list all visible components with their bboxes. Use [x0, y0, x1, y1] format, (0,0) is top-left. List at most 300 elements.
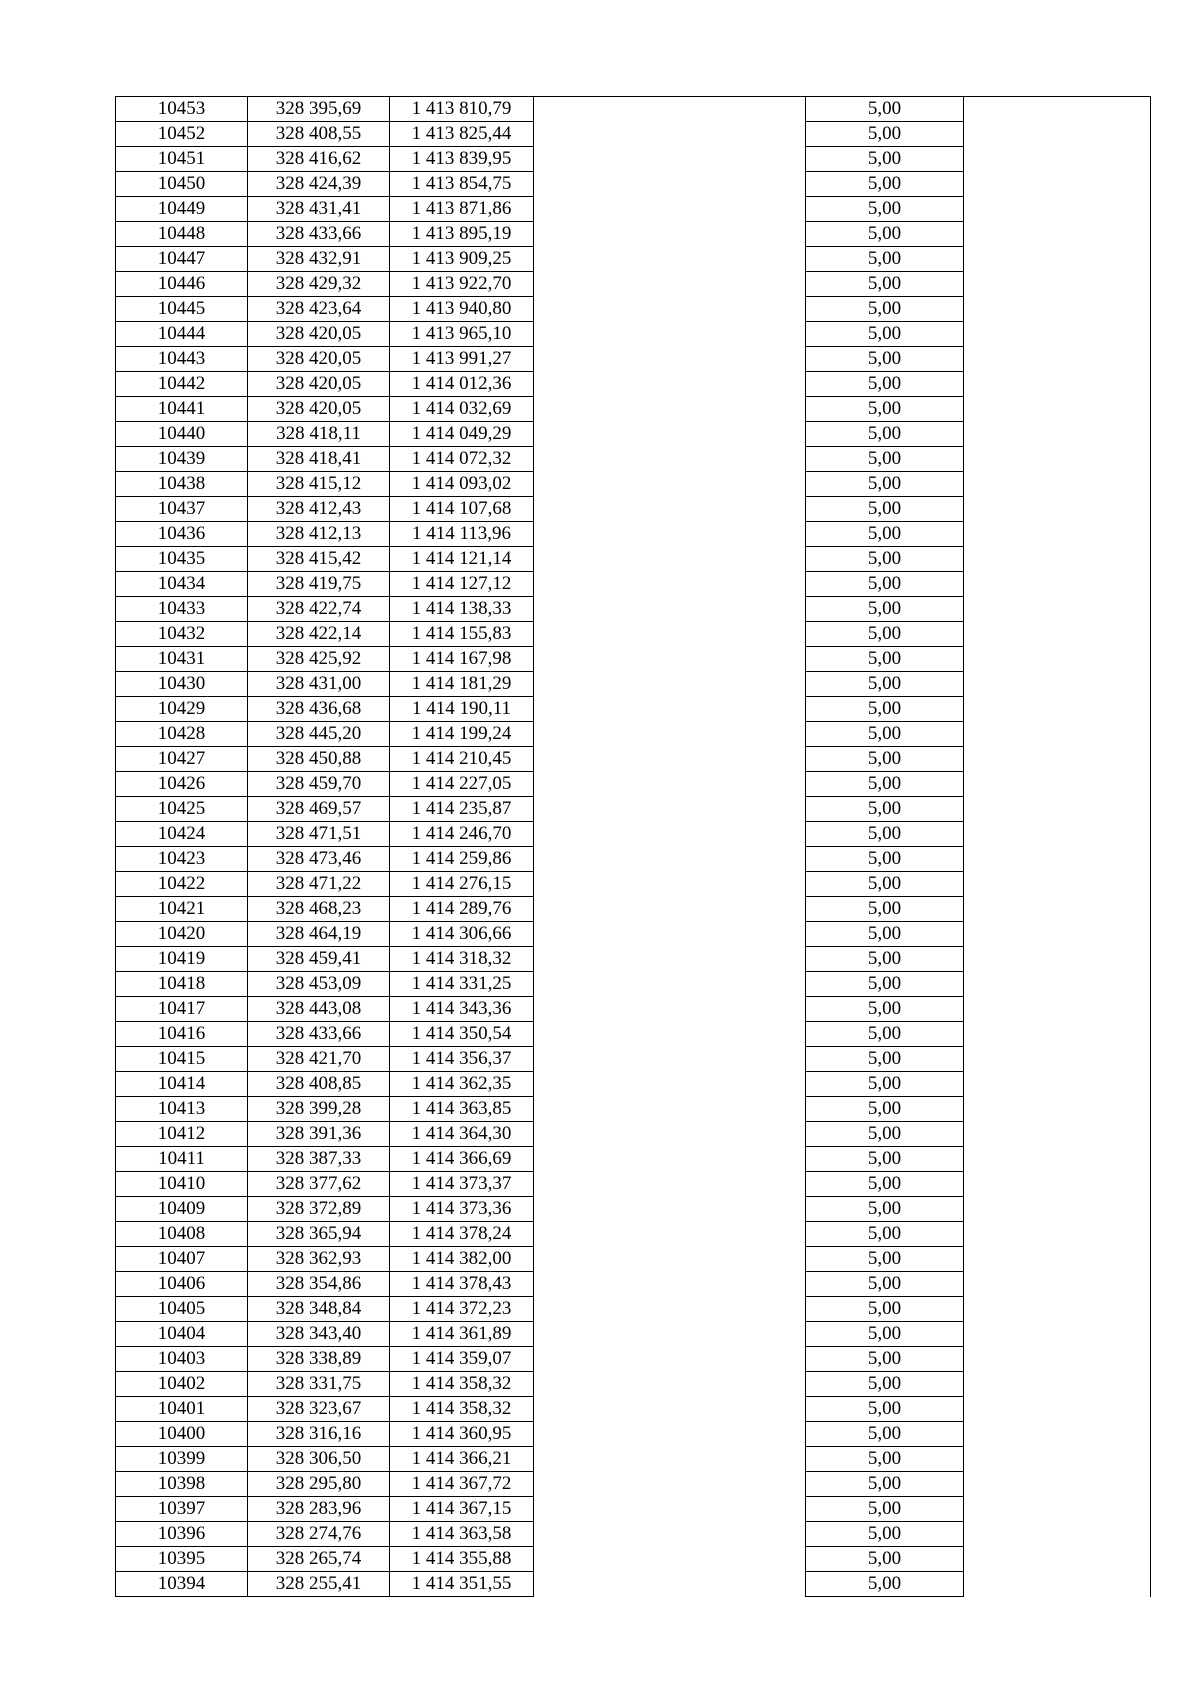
x-coordinate-cell: 328 354,86	[248, 1272, 390, 1297]
empty-cell	[964, 822, 1151, 847]
empty-cell	[964, 1072, 1151, 1097]
x-coordinate-cell: 328 420,05	[248, 347, 390, 372]
point-number-cell: 10407	[116, 1247, 248, 1272]
empty-cell	[534, 597, 806, 622]
table-row	[116, 1397, 1151, 1422]
value-cell: 5,00	[806, 397, 964, 422]
empty-cell	[964, 922, 1151, 947]
y-coordinate-cell: 1 414 235,87	[390, 797, 534, 822]
empty-cell	[964, 322, 1151, 347]
empty-cell	[964, 1447, 1151, 1472]
point-number-cell: 10449	[116, 197, 248, 222]
x-coordinate-cell: 328 471,22	[248, 872, 390, 897]
value-cell: 5,00	[806, 972, 964, 997]
empty-cell	[964, 572, 1151, 597]
point-number-cell: 10439	[116, 447, 248, 472]
value-cell: 5,00	[806, 322, 964, 347]
value-cell: 5,00	[806, 997, 964, 1022]
x-coordinate-cell: 328 459,70	[248, 772, 390, 797]
empty-cell	[534, 1172, 806, 1197]
coordinates-table-body	[116, 97, 1151, 1597]
point-number-cell: 10431	[116, 647, 248, 672]
empty-cell	[534, 697, 806, 722]
empty-cell	[964, 897, 1151, 922]
point-number-cell: 10429	[116, 697, 248, 722]
empty-cell	[534, 147, 806, 172]
y-coordinate-cell: 1 414 363,85	[390, 1097, 534, 1122]
table-row	[116, 1047, 1151, 1072]
empty-cell	[964, 1297, 1151, 1322]
point-number-cell: 10415	[116, 1047, 248, 1072]
point-number-cell: 10434	[116, 572, 248, 597]
empty-cell	[964, 872, 1151, 897]
empty-cell	[964, 447, 1151, 472]
x-coordinate-cell: 328 459,41	[248, 947, 390, 972]
empty-cell	[964, 472, 1151, 497]
y-coordinate-cell: 1 414 155,83	[390, 622, 534, 647]
value-cell: 5,00	[806, 122, 964, 147]
y-coordinate-cell: 1 414 373,37	[390, 1172, 534, 1197]
y-coordinate-cell: 1 413 909,25	[390, 247, 534, 272]
value-cell: 5,00	[806, 222, 964, 247]
y-coordinate-cell: 1 414 373,36	[390, 1197, 534, 1222]
empty-cell	[964, 747, 1151, 772]
table-row	[116, 1297, 1151, 1322]
empty-cell	[534, 1472, 806, 1497]
empty-cell	[964, 1197, 1151, 1222]
table-row	[116, 672, 1151, 697]
point-number-cell: 10435	[116, 547, 248, 572]
x-coordinate-cell: 328 418,11	[248, 422, 390, 447]
y-coordinate-cell: 1 414 289,76	[390, 897, 534, 922]
y-coordinate-cell: 1 414 378,43	[390, 1272, 534, 1297]
point-number-cell: 10425	[116, 797, 248, 822]
x-coordinate-cell: 328 431,00	[248, 672, 390, 697]
empty-cell	[964, 1047, 1151, 1072]
y-coordinate-cell: 1 414 359,07	[390, 1347, 534, 1372]
y-coordinate-cell: 1 413 895,19	[390, 222, 534, 247]
x-coordinate-cell: 328 432,91	[248, 247, 390, 272]
empty-cell	[534, 1147, 806, 1172]
table-row	[116, 1097, 1151, 1122]
x-coordinate-cell: 328 295,80	[248, 1472, 390, 1497]
empty-cell	[534, 1397, 806, 1422]
table-row	[116, 247, 1151, 272]
table-row	[116, 172, 1151, 197]
empty-cell	[964, 122, 1151, 147]
y-coordinate-cell: 1 414 358,32	[390, 1397, 534, 1422]
y-coordinate-cell: 1 414 372,23	[390, 1297, 534, 1322]
empty-cell	[964, 547, 1151, 572]
table-row	[116, 1272, 1151, 1297]
x-coordinate-cell: 328 450,88	[248, 747, 390, 772]
empty-cell	[964, 97, 1151, 122]
x-coordinate-cell: 328 255,41	[248, 1572, 390, 1597]
empty-cell	[964, 1347, 1151, 1372]
value-cell: 5,00	[806, 1572, 964, 1597]
point-number-cell: 10436	[116, 522, 248, 547]
x-coordinate-cell: 328 412,13	[248, 522, 390, 547]
table-row	[116, 97, 1151, 122]
empty-cell	[964, 972, 1151, 997]
value-cell: 5,00	[806, 247, 964, 272]
empty-cell	[964, 147, 1151, 172]
table-row	[116, 1197, 1151, 1222]
table-row	[116, 1572, 1151, 1597]
x-coordinate-cell: 328 323,67	[248, 1397, 390, 1422]
empty-cell	[534, 1322, 806, 1347]
y-coordinate-cell: 1 414 318,32	[390, 947, 534, 972]
coordinates-table	[115, 96, 1151, 1597]
y-coordinate-cell: 1 414 367,15	[390, 1497, 534, 1522]
empty-cell	[534, 397, 806, 422]
point-number-cell: 10395	[116, 1547, 248, 1572]
empty-cell	[964, 247, 1151, 272]
table-row	[116, 722, 1151, 747]
table-row	[116, 572, 1151, 597]
y-coordinate-cell: 1 414 210,45	[390, 747, 534, 772]
point-number-cell: 10410	[116, 1172, 248, 1197]
empty-cell	[964, 272, 1151, 297]
point-number-cell: 10400	[116, 1422, 248, 1447]
y-coordinate-cell: 1 414 343,36	[390, 997, 534, 1022]
x-coordinate-cell: 328 372,89	[248, 1197, 390, 1222]
point-number-cell: 10445	[116, 297, 248, 322]
x-coordinate-cell: 328 423,64	[248, 297, 390, 322]
y-coordinate-cell: 1 414 366,69	[390, 1147, 534, 1172]
x-coordinate-cell: 328 399,28	[248, 1097, 390, 1122]
value-cell: 5,00	[806, 1247, 964, 1272]
empty-cell	[964, 947, 1151, 972]
empty-cell	[534, 797, 806, 822]
empty-cell	[534, 1222, 806, 1247]
empty-cell	[534, 1547, 806, 1572]
table-row	[116, 1347, 1151, 1372]
empty-cell	[964, 1472, 1151, 1497]
value-cell: 5,00	[806, 1022, 964, 1047]
empty-cell	[964, 222, 1151, 247]
table-row	[116, 947, 1151, 972]
table-row	[116, 372, 1151, 397]
y-coordinate-cell: 1 414 358,32	[390, 1372, 534, 1397]
x-coordinate-cell: 328 422,74	[248, 597, 390, 622]
empty-cell	[534, 1247, 806, 1272]
table-row	[116, 847, 1151, 872]
table-row	[116, 197, 1151, 222]
empty-cell	[534, 1097, 806, 1122]
value-cell: 5,00	[806, 1472, 964, 1497]
value-cell: 5,00	[806, 822, 964, 847]
value-cell: 5,00	[806, 1097, 964, 1122]
value-cell: 5,00	[806, 547, 964, 572]
empty-cell	[534, 722, 806, 747]
y-coordinate-cell: 1 414 361,89	[390, 1322, 534, 1347]
empty-cell	[534, 1422, 806, 1447]
point-number-cell: 10441	[116, 397, 248, 422]
value-cell: 5,00	[806, 447, 964, 472]
x-coordinate-cell: 328 283,96	[248, 1497, 390, 1522]
y-coordinate-cell: 1 414 362,35	[390, 1072, 534, 1097]
x-coordinate-cell: 328 471,51	[248, 822, 390, 847]
point-number-cell: 10416	[116, 1022, 248, 1047]
value-cell: 5,00	[806, 497, 964, 522]
point-number-cell: 10396	[116, 1522, 248, 1547]
y-coordinate-cell: 1 414 356,37	[390, 1047, 534, 1072]
value-cell: 5,00	[806, 172, 964, 197]
point-number-cell: 10414	[116, 1072, 248, 1097]
y-coordinate-cell: 1 413 871,86	[390, 197, 534, 222]
x-coordinate-cell: 328 425,92	[248, 647, 390, 672]
y-coordinate-cell: 1 414 227,05	[390, 772, 534, 797]
value-cell: 5,00	[806, 1072, 964, 1097]
table-row	[116, 1547, 1151, 1572]
x-coordinate-cell: 328 445,20	[248, 722, 390, 747]
empty-cell	[534, 1297, 806, 1322]
table-row	[116, 622, 1151, 647]
table-row	[116, 522, 1151, 547]
y-coordinate-cell: 1 414 367,72	[390, 1472, 534, 1497]
table-row	[116, 597, 1151, 622]
empty-cell	[964, 647, 1151, 672]
empty-cell	[964, 672, 1151, 697]
y-coordinate-cell: 1 414 351,55	[390, 1572, 534, 1597]
value-cell: 5,00	[806, 797, 964, 822]
empty-cell	[534, 1072, 806, 1097]
empty-cell	[964, 1272, 1151, 1297]
empty-cell	[964, 1397, 1151, 1422]
empty-cell	[534, 372, 806, 397]
point-number-cell: 10401	[116, 1397, 248, 1422]
empty-cell	[534, 847, 806, 872]
y-coordinate-cell: 1 414 276,15	[390, 872, 534, 897]
empty-cell	[964, 522, 1151, 547]
x-coordinate-cell: 328 343,40	[248, 1322, 390, 1347]
point-number-cell: 10453	[116, 97, 248, 122]
point-number-cell: 10417	[116, 997, 248, 1022]
y-coordinate-cell: 1 414 093,02	[390, 472, 534, 497]
value-cell: 5,00	[806, 372, 964, 397]
table-row	[116, 797, 1151, 822]
empty-cell	[534, 222, 806, 247]
empty-cell	[534, 922, 806, 947]
empty-cell	[964, 722, 1151, 747]
value-cell: 5,00	[806, 1422, 964, 1447]
y-coordinate-cell: 1 413 965,10	[390, 322, 534, 347]
y-coordinate-cell: 1 414 032,69	[390, 397, 534, 422]
point-number-cell: 10432	[116, 622, 248, 647]
empty-cell	[534, 1372, 806, 1397]
empty-cell	[534, 872, 806, 897]
table-row	[116, 647, 1151, 672]
x-coordinate-cell: 328 469,57	[248, 797, 390, 822]
empty-cell	[534, 522, 806, 547]
y-coordinate-cell: 1 413 810,79	[390, 97, 534, 122]
y-coordinate-cell: 1 414 355,88	[390, 1547, 534, 1572]
x-coordinate-cell: 328 365,94	[248, 1222, 390, 1247]
empty-cell	[534, 447, 806, 472]
value-cell: 5,00	[806, 1297, 964, 1322]
y-coordinate-cell: 1 414 121,14	[390, 547, 534, 572]
point-number-cell: 10413	[116, 1097, 248, 1122]
empty-cell	[964, 1097, 1151, 1122]
table-row	[116, 1022, 1151, 1047]
y-coordinate-cell: 1 413 854,75	[390, 172, 534, 197]
table-row	[116, 1247, 1151, 1272]
value-cell: 5,00	[806, 1272, 964, 1297]
empty-cell	[534, 347, 806, 372]
point-number-cell: 10447	[116, 247, 248, 272]
table-row	[116, 872, 1151, 897]
table-row	[116, 497, 1151, 522]
x-coordinate-cell: 328 377,62	[248, 1172, 390, 1197]
table-row	[116, 472, 1151, 497]
empty-cell	[534, 297, 806, 322]
empty-cell	[964, 497, 1151, 522]
value-cell: 5,00	[806, 572, 964, 597]
y-coordinate-cell: 1 414 360,95	[390, 1422, 534, 1447]
x-coordinate-cell: 328 424,39	[248, 172, 390, 197]
y-coordinate-cell: 1 413 991,27	[390, 347, 534, 372]
x-coordinate-cell: 328 316,16	[248, 1422, 390, 1447]
empty-cell	[964, 1122, 1151, 1147]
x-coordinate-cell: 328 422,14	[248, 622, 390, 647]
table-row	[116, 1222, 1151, 1247]
empty-cell	[964, 297, 1151, 322]
point-number-cell: 10402	[116, 1372, 248, 1397]
empty-cell	[964, 1497, 1151, 1522]
point-number-cell: 10406	[116, 1272, 248, 1297]
x-coordinate-cell: 328 433,66	[248, 222, 390, 247]
point-number-cell: 10404	[116, 1322, 248, 1347]
x-coordinate-cell: 328 395,69	[248, 97, 390, 122]
x-coordinate-cell: 328 265,74	[248, 1547, 390, 1572]
y-coordinate-cell: 1 414 107,68	[390, 497, 534, 522]
empty-cell	[964, 1022, 1151, 1047]
value-cell: 5,00	[806, 422, 964, 447]
x-coordinate-cell: 328 420,05	[248, 372, 390, 397]
table-row	[116, 122, 1151, 147]
value-cell: 5,00	[806, 1447, 964, 1472]
point-number-cell: 10403	[116, 1347, 248, 1372]
empty-cell	[964, 1522, 1151, 1547]
empty-cell	[964, 1322, 1151, 1347]
value-cell: 5,00	[806, 1122, 964, 1147]
y-coordinate-cell: 1 414 246,70	[390, 822, 534, 847]
empty-cell	[964, 1172, 1151, 1197]
point-number-cell: 10440	[116, 422, 248, 447]
y-coordinate-cell: 1 414 049,29	[390, 422, 534, 447]
x-coordinate-cell: 328 387,33	[248, 1147, 390, 1172]
table-row	[116, 272, 1151, 297]
empty-cell	[964, 1222, 1151, 1247]
point-number-cell: 10408	[116, 1222, 248, 1247]
empty-cell	[534, 122, 806, 147]
value-cell: 5,00	[806, 672, 964, 697]
point-number-cell: 10423	[116, 847, 248, 872]
empty-cell	[534, 647, 806, 672]
value-cell: 5,00	[806, 1147, 964, 1172]
x-coordinate-cell: 328 443,08	[248, 997, 390, 1022]
point-number-cell: 10412	[116, 1122, 248, 1147]
empty-cell	[534, 547, 806, 572]
x-coordinate-cell: 328 420,05	[248, 397, 390, 422]
empty-cell	[964, 1422, 1151, 1447]
empty-cell	[534, 1347, 806, 1372]
empty-cell	[964, 1372, 1151, 1397]
point-number-cell: 10424	[116, 822, 248, 847]
empty-cell	[534, 897, 806, 922]
point-number-cell: 10426	[116, 772, 248, 797]
table-row	[116, 1122, 1151, 1147]
x-coordinate-cell: 328 416,62	[248, 147, 390, 172]
empty-cell	[534, 572, 806, 597]
empty-cell	[964, 597, 1151, 622]
table-row	[116, 1522, 1151, 1547]
empty-cell	[964, 1247, 1151, 1272]
point-number-cell: 10422	[116, 872, 248, 897]
x-coordinate-cell: 328 415,12	[248, 472, 390, 497]
table-row	[116, 697, 1151, 722]
empty-cell	[534, 1047, 806, 1072]
table-row	[116, 772, 1151, 797]
value-cell: 5,00	[806, 197, 964, 222]
x-coordinate-cell: 328 453,09	[248, 972, 390, 997]
point-number-cell: 10420	[116, 922, 248, 947]
y-coordinate-cell: 1 414 113,96	[390, 522, 534, 547]
x-coordinate-cell: 328 408,85	[248, 1072, 390, 1097]
empty-cell	[534, 747, 806, 772]
value-cell: 5,00	[806, 472, 964, 497]
x-coordinate-cell: 328 362,93	[248, 1247, 390, 1272]
empty-cell	[964, 772, 1151, 797]
empty-cell	[534, 1122, 806, 1147]
point-number-cell: 10428	[116, 722, 248, 747]
y-coordinate-cell: 1 414 382,00	[390, 1247, 534, 1272]
empty-cell	[964, 997, 1151, 1022]
y-coordinate-cell: 1 414 366,21	[390, 1447, 534, 1472]
empty-cell	[964, 797, 1151, 822]
table-row	[116, 1472, 1151, 1497]
empty-cell	[964, 1572, 1151, 1597]
empty-cell	[534, 472, 806, 497]
point-number-cell: 10427	[116, 747, 248, 772]
empty-cell	[534, 672, 806, 697]
y-coordinate-cell: 1 414 127,12	[390, 572, 534, 597]
empty-cell	[964, 197, 1151, 222]
empty-cell	[534, 1447, 806, 1472]
empty-cell	[964, 347, 1151, 372]
empty-cell	[534, 822, 806, 847]
point-number-cell: 10411	[116, 1147, 248, 1172]
table-row	[116, 397, 1151, 422]
point-number-cell: 10419	[116, 947, 248, 972]
value-cell: 5,00	[806, 872, 964, 897]
table-row	[116, 747, 1151, 772]
value-cell: 5,00	[806, 1197, 964, 1222]
table-row	[116, 547, 1151, 572]
y-coordinate-cell: 1 413 839,95	[390, 147, 534, 172]
value-cell: 5,00	[806, 947, 964, 972]
x-coordinate-cell: 328 331,75	[248, 1372, 390, 1397]
point-number-cell: 10452	[116, 122, 248, 147]
empty-cell	[534, 622, 806, 647]
value-cell: 5,00	[806, 1347, 964, 1372]
empty-cell	[534, 247, 806, 272]
x-coordinate-cell: 328 420,05	[248, 322, 390, 347]
empty-cell	[534, 947, 806, 972]
x-coordinate-cell: 328 412,43	[248, 497, 390, 522]
empty-cell	[534, 1272, 806, 1297]
